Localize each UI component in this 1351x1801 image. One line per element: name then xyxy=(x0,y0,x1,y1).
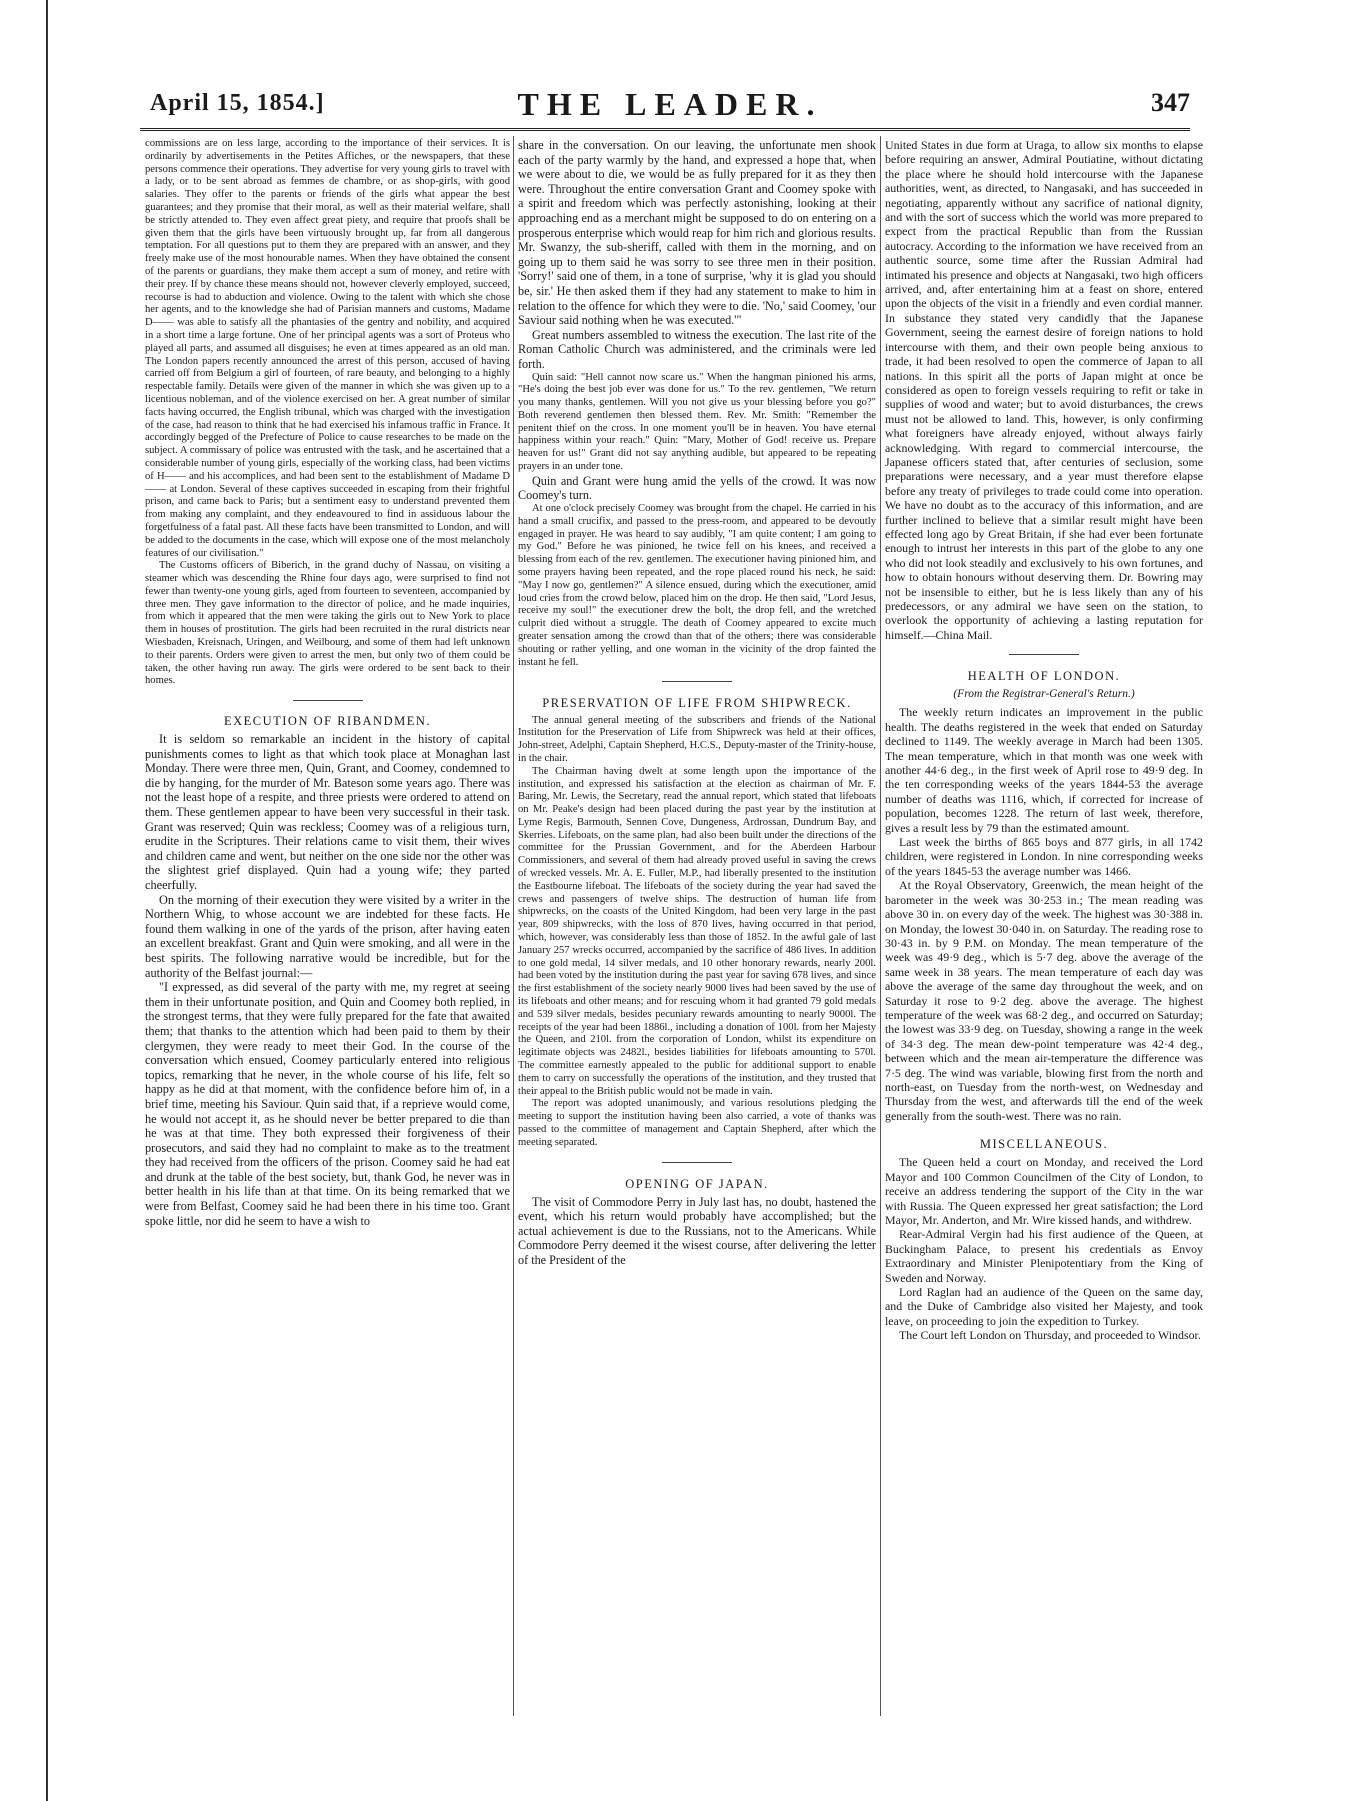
headline-miscellaneous: MISCELLANEOUS. xyxy=(979,1137,1109,1152)
section-divider xyxy=(662,681,732,682)
article-paragraph: The annual general meeting of the subscribers and friends of the National Institution for the Preservation of Life from Shipwreck was held at their offices, John-street, Adelphi, Captain Shepherd, H.C.S., Deputy-master of the Trinity-house, in the chair. xyxy=(518,714,876,764)
headline-execution-of-ribandmen: EXECUTION OF RIBANDMEN. xyxy=(223,714,432,729)
article-paragraph: The report was adopted unanimously, and various resolutions pledging the meeting to support the institution having been also carried, a vote of thanks was passed to the committee of management and Captain Shepherd, after which the meeting separated. xyxy=(518,1098,876,1148)
article-paragraph: The Queen held a court on Monday, and received the Lord Mayor and 100 Common Councilmen of the City of London, to receive an address tendering the support of the City in the war with Russia. The Queen expressed her great satisfaction; the Lord Mayor, Mr. Anderton, and Mr. Wire kissed hands, and withdrew. xyxy=(885,1155,1203,1227)
health-source-line: (From the Registrar-General's Return.) xyxy=(953,688,1135,701)
article-paragraph: share in the conversation. On our leaving, the unfortunate men shook each of the party warmly by the hand, and expressed a hope that, when we were about to die, we would be as fully prepared for it as they then were. Throughout the entire conversation Grant and Coomey spoke with a spirit and freedom which was perfectly astonishing, looking at their approaching end as a merchant might be supposed to do on entering on a prosperous enterprise which would reap for him rich and glorious results. Mr. Swanzy, the sub-sheriff, called with them in the morning, and on going up to them said he was sorry to see three men in their position. 'Sorry!' said one of them, in a tone of surprise, 'why it is glad you should be, sir.' He then asked them if they had any statement to make to him in relation to the offence for which they were to die. 'No,' said Coomey, 'our Saviour said nothing when he was executed.'" xyxy=(518,138,876,328)
column-3 xyxy=(885,138,1203,1343)
header-rule xyxy=(140,128,1190,131)
headline-health-of-london: HEALTH OF LONDON. xyxy=(967,669,1121,684)
article-paragraph: The Court left London on Thursday, and proceeded to Windsor. xyxy=(899,1328,1201,1343)
page-number: 347 xyxy=(1151,88,1190,117)
article-paragraph: Quin and Grant were hung amid the yells of the crowd. It was now Coomey's turn. xyxy=(518,473,876,503)
article-paragraph: At one o'clock precisely Coomey was brought from the chapel. He carried in his hand a small crucifix, and passed to the press-room, and appeared to be devoutly engaged in prayer. He was heard to say audibly, "I am quite content; I am going to my God." Before he was pinioned, he twice fell on his knees, and received a blessing from each of the rev. gentlemen. The executioner having pinioned him, and some prayers having been repeated, and the rope placed round his neck, he said: "May I now go, gentlemen?" A silence ensued, during which the executioner, amid loud cries from the crowd below, placed him on the drop. He then said, "Lord Jesus, receive my soul!" the executioner drew the bolt, the drop fell, and the wretched culprit died without a struggle. The death of Coomey appeared to excite much greater sensation among the crowd than that of the others; there was considerable shouting or rather yelling, and one woman in the vicinity of the drop fainted the instant he fell. xyxy=(518,503,876,668)
column-divider xyxy=(880,136,881,1716)
column-2 xyxy=(518,138,876,1268)
masthead-title: THE LEADER. xyxy=(517,86,823,122)
column-1 xyxy=(145,138,510,1228)
article-paragraph: Great numbers assembled to witness the execution. The last rite of the Roman Catholic Church was administered, and the criminals were led forth. xyxy=(518,327,876,371)
section-divider xyxy=(1009,654,1079,655)
article-paragraph: The visit of Commodore Perry in July last has, no doubt, hastened the event, which his return would probably have accomplished; but the actual achievement is due to the Russians, not to the Americans. While Commodore Perry deemed it the wisest course, after delivering the letter of the President of the xyxy=(518,1194,876,1268)
article-paragraph: It is seldom so remarkable an incident in the history of capital punishments comes to light as that which took place at Monaghan last Monday. There were three men, Quin, Grant, and Coomey, condemned to die by hanging, for the murder of Mr. Bateson some years ago. There was not the least hope of a respite, and three priests were ordered to attend on them. These gentlemen appear to have been very successful in their task. Grant was reserved; Quin was reckless; Coomey was of a religious turn, erudite in the Scriptures. Their relations came to visit them, their wives and children came and went, but neither on the one side nor the other was the slightest grief displayed. Quin had a young wife; they parted cheerfully. xyxy=(145,732,510,892)
binding-edge xyxy=(46,0,48,1801)
article-paragraph: "I expressed, as did several of the party with me, my regret at seeing them in their unfortunate position, and Quin and Coomey both replied, in the strongest terms, that they were fully prepared for the fate that awaited them; that thanks to the attention which had been paid to them by their clergymen, they were ready to meet their God. In the course of the conversation which ensued, Coomey particularly entered into religious topics, remarking that he never, in the whole course of his life, felt so happy as he did at that moment, with the confidence before him of, in a brief time, meeting his Saviour. Quin said that, if a reprieve would come, he would not accept it, as he should never be better prepared to die than he was at that time. They both expressed their forgiveness of their prosecutors, and said they had no complaint to make as to the treatment they had received from the officers of the prison. Coomey said he had eat and drunk at the table of the best society, but, thank God, he never was in better health in his life than at that time. On its being remarked that we were from Belfast, Coomey said he had been there in his time too. Grant spoke little, nor did he seem to have a wish to xyxy=(145,980,510,1228)
article-paragraph: On the morning of their execution they were visited by a writer in the Northern Whig, to whose account we are indebted for these facts. He found them walking in one of the yards of the prison, after having eaten an excellent breakfast. Grant and Quin were smoking, and all were in the best spirits. The following narrative would be incredible, but for the authority of the Belfast journal:— xyxy=(145,892,510,980)
section-divider xyxy=(662,1162,732,1163)
article-paragraph: Lord Raglan had an audience of the Queen on the same day, and the Duke of Cambridge also visited her Majesty, and took leave, on proceeding to join the expedition to Turkey. xyxy=(885,1284,1203,1328)
article-paragraph: United States in due form at Uraga, to allow six months to elapse before requiring an answer, Admiral Poutiatine, without dictating the place where he should hold intercourse with the Japanese authorities, went, as directed, to Nangasaki, and has succeeded in negotiating, apparently without any sacrifice of national dignity, and with the sort of success which the world was more prepared to expect from the practical Republic than from the Russian autocracy. According to the information we have received from an authentic source, some time after the Russian Admiral had intimated his presence and objects at Nangasaki, two high officers arrived, and, after entertaining him at a feast on shore, entered upon the objects of the visit in a friendly and even cordial manner. In substance they stated very candidly that the Japanese Government, seeing the earnest desire of foreign nations to hold intercourse with them, and their own people being anxious to trade, it had been resolved to open the commerce of Japan to all nations. In this spirit all the ports of Japan might at once be considered as open to foreign vessels requiring to refit or take in supplies of wood and water; but to avoid disturbances, the crews must not be allowed to land. This, however, is only confirming what foreigners have already enjoyed, without always fairly acknowledging. With regard to commercial intercourse, the Japanese officers stated that, after centuries of seclusion, some preparations were necessary, and a year must therefore elapse before any treaty of privileges to trade could come into operation. We have no doubt as to the accuracy of this information, and are further inclined to believe that a similar result might have been effected long ago by Great Britain, if she had ever been fortunate enough to intrust her interests in this part of the globe to any one who did not look steadily and exclusively to his own fortunes, and how to obtain honours without deserving them. Dr. Bowring may not be insensible to either, but he is less likely than any of his predecessors, or any admiral we have seen on the station, to overlook the opportunity of achieving a lasting reputation for himself.—China Mail. xyxy=(885,138,1203,642)
article-paragraph: The weekly return indicates an improvement in the public health. The deaths registered in the week that ended on Saturday declined to 1149. The weekly average in March had been 1305. The mean temperature, which in that month was one week with another 44·6 deg., in the first week of April rose to 49·9 deg. In the ten corresponding weeks of the years 1844-53 the average number of deaths was 1116, which, if corrected for increase of population, becomes 1228. The return of last week, therefore, gives a result less by 79 than the estimated amount. xyxy=(885,705,1203,835)
article-paragraph: Rear-Admiral Vergin had his first audience of the Queen, at Buckingham Palace, to present his credentials as Envoy Extraordinary and Minister Plenipotentiary from the King of Sweden and Norway. xyxy=(885,1227,1203,1285)
article-paragraph: The Customs officers of Biberich, in the grand duchy of Nassau, on visiting a steamer which was descending the Rhine four days ago, were surprised to find not fewer than twenty-one young girls, aged from fourteen to seventeen, accompanied by three men. They gave information to the director of police, and he made inquiries, from which it appeared that the men were taking the girls out to New York to place them in houses of prostitution. The girls had been recruited in the rural districts near Wiesbaden, Kreisnach, Uringen, and Weilbourg, and some of them had left unknown to their parents. Orders were given to arrest the men, but only two of them could be taken, the other having run away. The girls were ordered to be sent back to their homes. xyxy=(145,560,510,687)
headline-preservation-of-life: PRESERVATION OF LIFE FROM SHIPWRECK. xyxy=(542,696,852,711)
article-paragraph: commissions are on less large, according to the importance of their services. It is ordinarily by advertisements in the Petites Affiches, or the newspapers, that these persons commence their operations. They advertise for very young girls to travel with a lady, or to be sent abroad as femmes de chambre, or as shop-girls, with good salaries. They offer to the parents or friends of the girls what appear the best guarantees; and they promise that their moral, as well as their material welfare, shall be strictly attended to. They even affect great piety, and require that proofs shall be given them that the girls have been virtuously brought up, far from all dangerous temptation. For all questions put to them they are prepared with an answer, and they freely make use of the most honourable names. When they have obtained the consent of the parents or guardians, they make them accept a sum of money, and retire with their prey. If by chance these means should not, however cleverly employed, succeed, recourse is had to abduction and violence. Owing to the talent with which she chose her agents, and to the knowledge she had of Parisian manners and customs, Madame D—— was able to satisfy all the phantasies of the gentry and nobility, and acquired in a short time a large fortune. One of her principal agents was a sort of Proteus who played all parts, and assumed all disguises; he even at times appeared as an old man. The London papers recently announced the arrest of this person, accused of having carried off from Belgium a girl of fourteen, of rare beauty, and belonging to a highly respectable family. Details were given of the manner in which she was given up to a licentious nobleman, and of the violence exercised on her. A great number of similar facts having occurred, the English tribunal, which was charged with the investigation of the case, had reason to think that he had exercised his infamous traffic in France. It accordingly begged of the Prefecture of Police to cause researches to be made on the subject. A commissary of police was entrusted with the task, and he ascertained that a considerable number of young girls, especially of the working class, had been victims of H—— and his accomplices, and had been sent to the establishment of Madame D—— at London. Several of these captives succeeded in escaping from their frightful prison, and came back to Paris; but a sentiment easy to understand prevented them from making any complaint, and they endeavoured to find in assiduous labour the forgetfulness of a fatal past. All these facts have been transmitted to London, and will be added to the documents in the case, which will expose one of the most melancholy features of our civilisation." xyxy=(145,138,510,559)
page-header xyxy=(150,82,1190,126)
article-paragraph: The Chairman having dwelt at some length upon the importance of the institution, and expressed his satisfaction at the election as chairman of Mr. F. Baring, Mr. Lewis, the Secretary, read the annual report, which stated that lifeboats on Mr. Peake's design had been placed during the past year by the institution at Lyme Regis, Barmouth, Sennen Cove, Dungeness, Ardrossan, Dundrum Bay, and Skerries. Lifeboats, on the same plan, had also been built under the directions of the committee for the Prussian Government, and for the Aberdeen Harbour Commissioners, and several of them had already proved useful in saving the crews of wrecked vessels. Mr. A. E. Fuller, M.P., had liberally presented to the institution the Eastbourne lifeboat. The lifeboats of the society during the year had saved the crews and passengers of twelve ships. The destruction of human life from shipwrecks, on the coasts of the United Kingdom, had been very large in the past year, 809 shipwrecks, with the loss of 870 lives, having occurred in that period, which, however, was considerably less than those of 1852. In the awful gale of last January 257 wrecks occurred, accompanied by the sacrifice of 486 lives. In addition to one gold medal, 14 silver medals, and 10 other honorary rewards, nearly 200l. had been voted by the institution during the past year for saving 678 lives, and since the first establishment of the society nearly 9000 lives had been saved by the use of its lifeboats and other means; and for rescuing whom it had granted 79 gold medals and 539 silver medals, besides pecuniary rewards amounting to nearly 9000l. The receipts of the year had been 1886l., including a donation of 100l. from her Majesty the Queen, and 210l. from the corporation of London, whilst its expenditure on legitimate objects was 2482l., besides liabilities for lifeboats amounting to 570l. The committee earnestly appealed to the public for additional support to enable them to carry on successfully the operations of the institution, and they trusted that their appeal to the British public would not be made in vain. xyxy=(518,765,876,1097)
column-divider xyxy=(513,136,514,1716)
section-divider xyxy=(293,700,363,701)
headline-opening-of-japan: OPENING OF JAPAN. xyxy=(625,1176,769,1191)
article-paragraph: Quin said: "Hell cannot now scare us." When the hangman pinioned his arms, "He's doing the best job ever was done for us." To the rev. gentlemen, "We return you many thanks, gentlemen. Will you not give us your blessing before you go?" Both reverend gentlemen then blessed them. Rev. Mr. Smith: "Remember the penitent thief on the cross. In one moment you'll be in heaven. You have eternal happiness within your reach." Quin: "Mary, Mother of God! receive us. Prepare heaven for us!" Grant did not say anything audible, but appeared to be repeating prayers in an under tone. xyxy=(518,371,876,473)
article-paragraph: Last week the births of 865 boys and 877 girls, in all 1742 children, were registered in London. In nine corresponding weeks of the years 1845-53 the average number was 1466. xyxy=(885,835,1203,878)
article-paragraph: At the Royal Observatory, Greenwich, the mean height of the barometer in the week was 30·253 in.; The mean reading was above 30 in. on every day of the week. The highest was 30·388 in. on Monday, the lowest 30·040 in. on Saturday. The reading rose to 30·43 in. by 9 P.M. on Monday. The mean temperature of the week was 49·9 deg., which is 5·7 deg. above the average of the same week in 38 years. The mean temperature of each day was above the average of the same day throughout the week, and on Saturday it rose to 9·2 deg. above the average. The highest temperature of the week was 68·2 deg., and occurred on Saturday; the lowest was 33·9 deg. on Tuesday, showing a range in the week of 34·3 deg. The mean dew-point temperature was 42·4 deg., between which and the mean air-temperature the difference was 7·5 deg. The wind was variable, blowing first from the north and north-east, on Tuesday from the north-west, on Wednesday and Thursday from the west, and afterwards till the end of the week generally from the south-west. There was no rain. xyxy=(885,878,1203,1123)
header-date: April 15, 1854.] xyxy=(150,90,325,116)
